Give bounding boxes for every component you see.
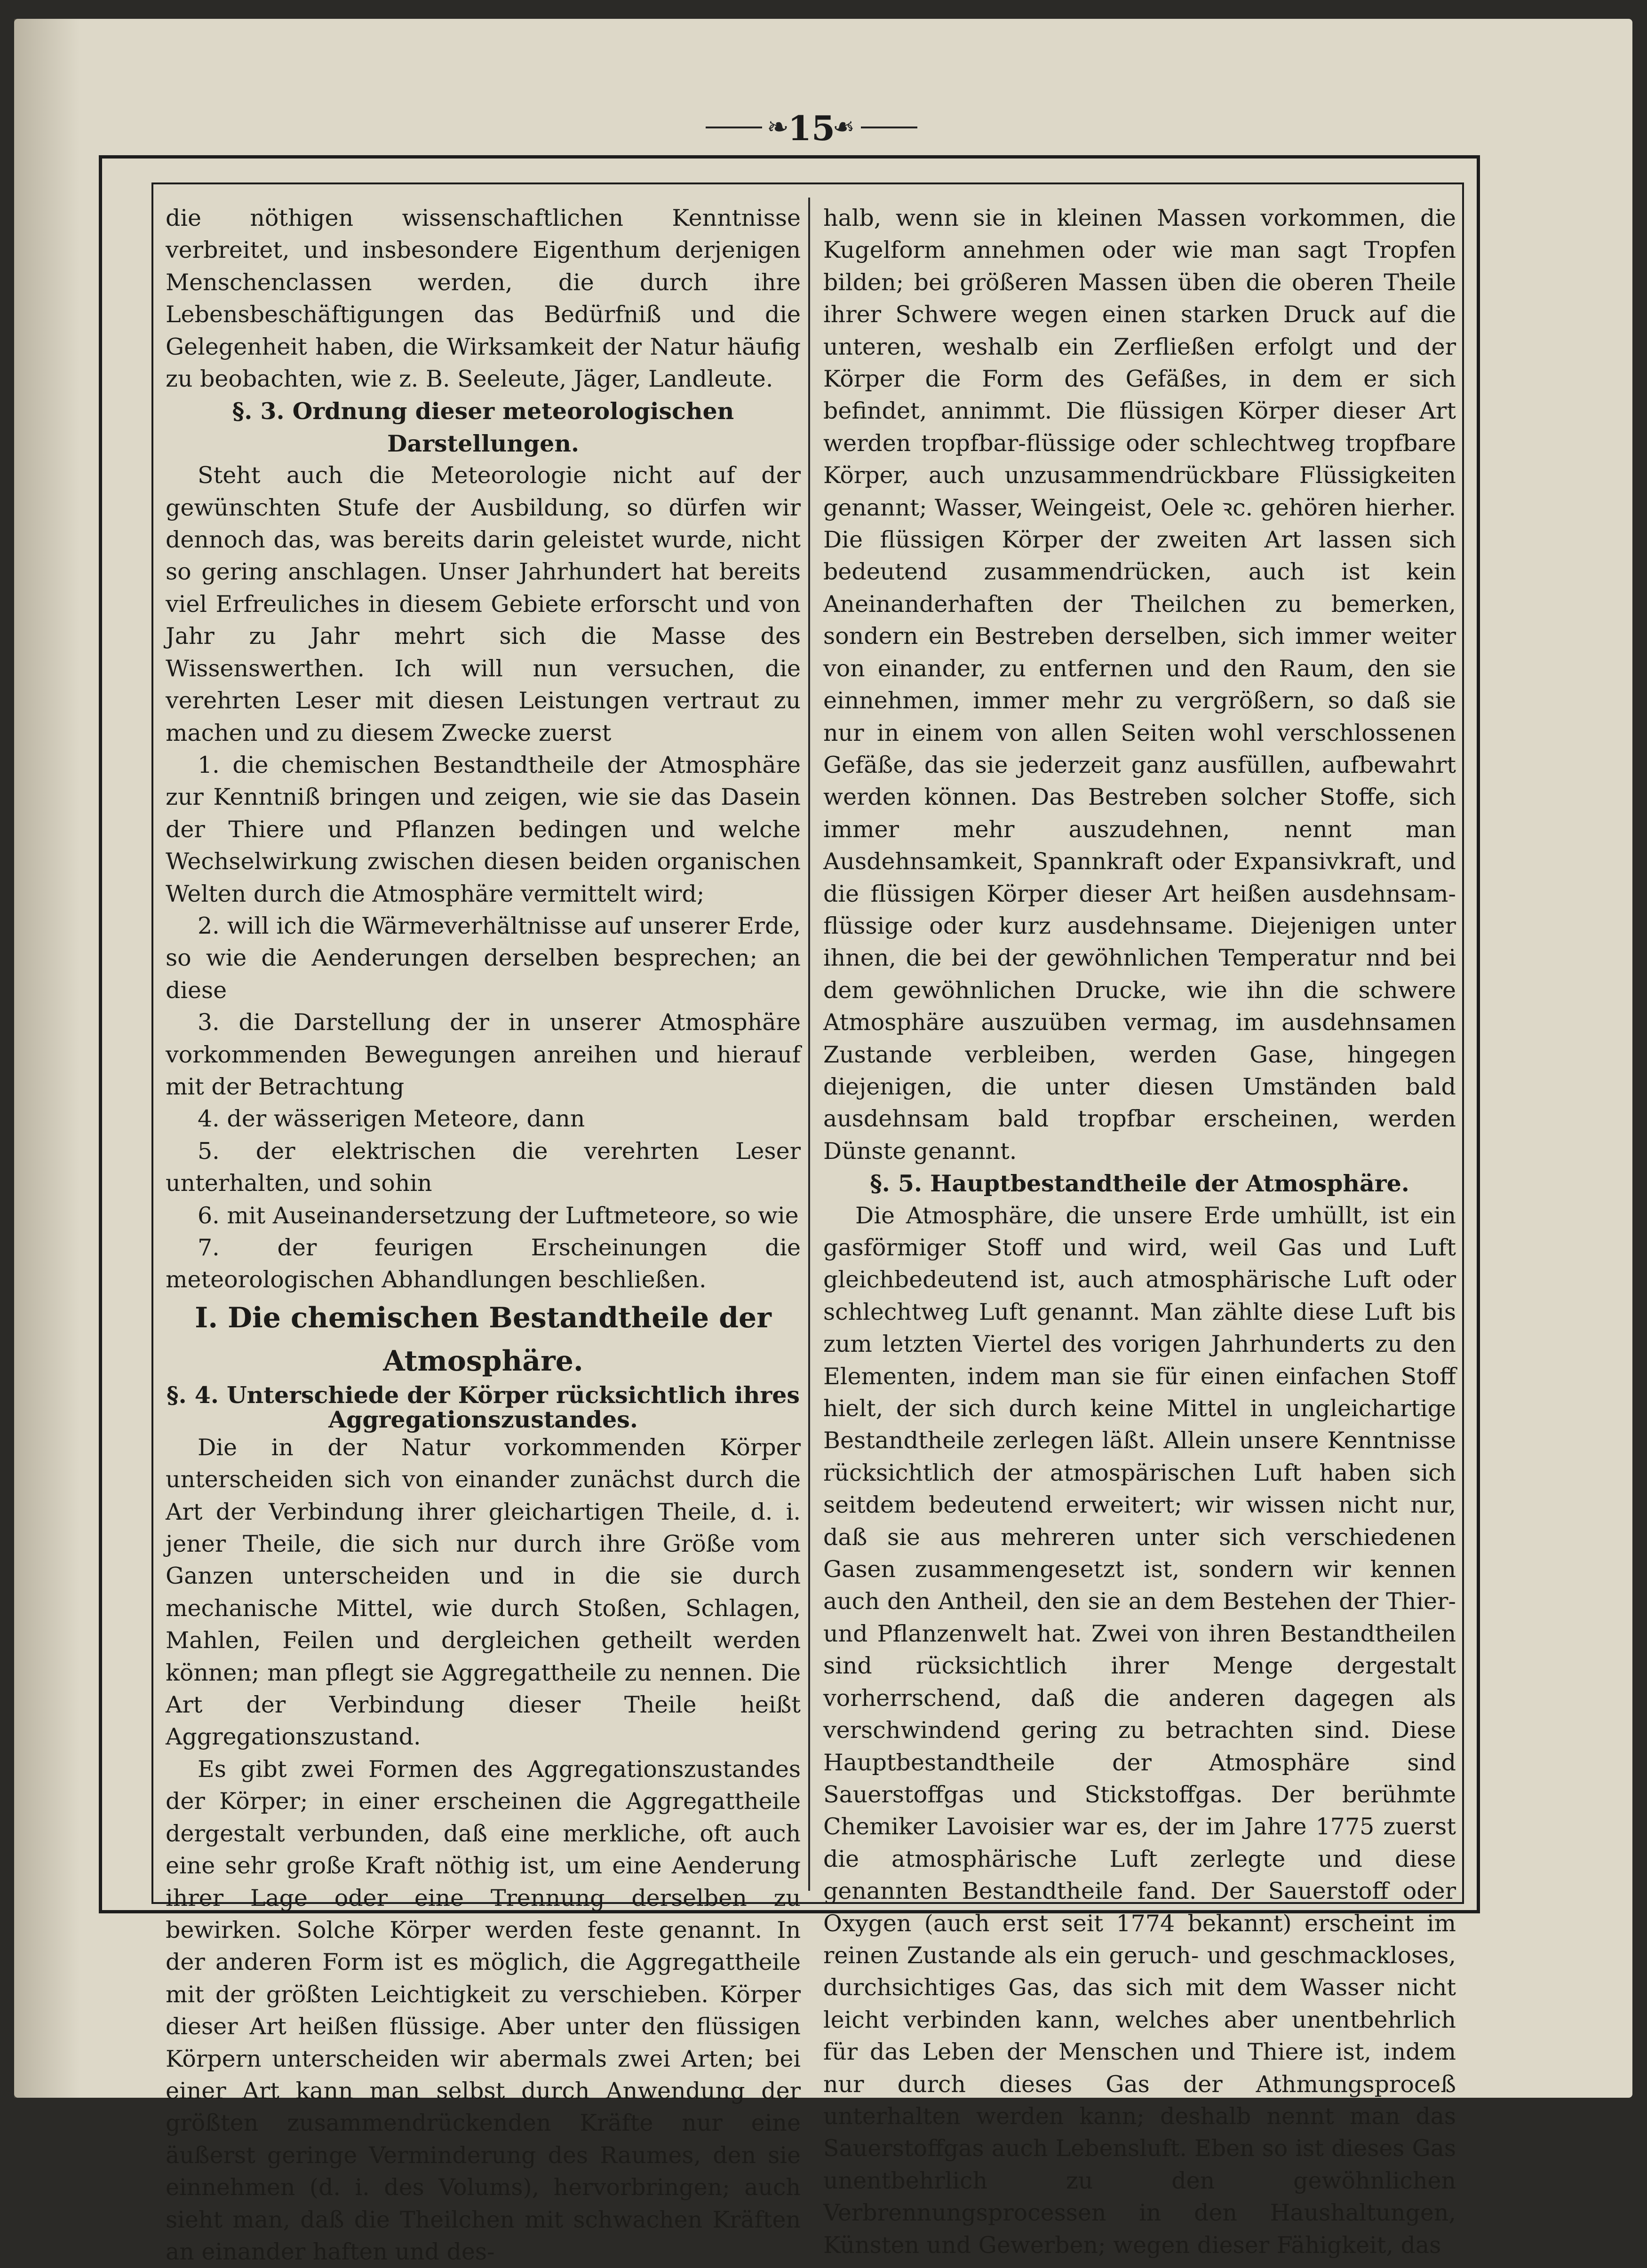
list-item: 4. der wässerigen Meteore, dann	[198, 1105, 585, 1133]
left-column	[166, 202, 801, 2268]
paragraph: die nöthigen wissenschaftlichen Kenntnisse verbreitet, und insbesondere Eigenthum derjenigen Menschenclassen werden, die durch ihre Lebensbeschäftigungen das Bedürfniß und die Gelegenheit haben, die Wirksamkeit der Natur häufig zu beobachten, wie z. B. Seeleute, Jäger, Landleute.	[166, 205, 801, 393]
section-heading: §. 3. Ordnung dieser meteorologischen Darstellungen.	[232, 397, 734, 457]
page-number: 15	[788, 108, 835, 148]
paragraph: Die in der Natur vorkommenden Körper unterscheiden sich von einander zunächst durch die Art der Verbindung ihrer gleichartigen Theile, d. i. jener Theile, die sich nur durch ihre Größe vom Ganzen unterscheiden und in die sie durch mechanische Mittel, wie durch Stoßen, Schlagen, Mahlen, Feilen und dergleichen getheilt werden können; man pflegt sie Aggregattheile zu nennen. Die Art der Verbindung dieser Theile heißt Aggregationszustand.	[166, 1434, 801, 1751]
list-item: 3. die Darstellung der in unserer Atmosphäre vorkommenden Bewegungen anreihen und hierauf mit der Betrachtung	[166, 1009, 801, 1100]
list-item: 6. mit Auseinandersetzung der Luftmeteore, so wie	[198, 1202, 799, 1229]
list-item: 7. der feurigen Erscheinungen die meteorologischen Abhandlungen beschließen.	[166, 1234, 801, 1293]
paragraph: Es gibt zwei Formen des Aggregationszustandes der Körper; in einer erscheinen die Aggregattheile dergestalt verbunden, daß eine merkliche, oft auch eine sehr große Kraft nöthig ist, um eine Aenderung ihrer Lage oder eine Trennung derselben zu bewirken. Solche Körper werden feste genannt. In der anderen Form ist es möglich, die Aggregattheile mit der größten Leichtigkeit zu verschieben. Körper dieser Art heißen flüssige. Aber unter den flüssigen Körpern unterscheiden wir abermals zwei Arten; bei einer Art kann man selbst durch Anwendung der größten zusammendrückenden Kräfte nur eine äußerst geringe Verminderung des Raumes, den sie einnehmen (d. i. des Volums), hervorbringen; auch sieht man, daß die Theilchen mit schwachen Kräften an einander haften und des-	[166, 1755, 801, 2265]
paragraph: Die Atmosphäre, die unsere Erde umhüllt, ist ein gasförmiger Stoff und wird, weil Gas und Luft gleichbedeutend ist, auch atmosphärische Luft oder schlechtweg Luft genannt. Man zählte diese Luft bis zum letzten Viertel des vorigen Jahrhunderts zu den Elementen, indem man sie für einen einfachen Stoff hielt, der sich durch keine Mittel in ungleichartige Bestandtheile zerlegen läßt. Allein unsere Kenntnisse rücksichtlich der atmospärischen Luft haben sich seitdem bedeutend erweitert; wir wissen nicht nur, daß sie aus mehreren unter sich verschiedenen Gasen zusammengesetzt ist, sondern wir kennen auch den Antheil, den sie an dem Bestehen der Thier- und Pflanzenwelt hat. Zwei von ihren Bestandtheilen sind rücksichtlich ihrer Menge dergestalt vorherrschend, daß die anderen dagegen als verschwindend gering zu betrachten sind. Diese Hauptbestandtheile der Atmosphäre sind Sauerstoffgas und Stickstoffgas. Der berühmte Chemiker Lavoisier war es, der im Jahre 1775 zuerst die atmosphärische Luft zerlegte und diese genannten Bestandtheile fand. Der Sauerstoff oder Oxygen (auch erst seit 1774 bekannt) erscheint im reinen Zustande als ein geruch- und geschmackloses, durchsichtiges Gas, das sich mit dem Wasser nicht leicht verbinden kann, welches aber unentbehrlich für das Leben der Menschen und Thiere ist, indem nur durch dieses Gas der Athmungsproceß unterhalten werden kann; deshalb nennt man das Sauerstoffgas auch Lebensluft. Eben so ist dieses Gas unentbehrlich zu den gewöhnlichen Verbrennungsprocessen in den Haushaltungen, Künsten und Gewerben; wegen dieser Fähigkeit, das	[823, 1202, 1456, 2259]
section-heading: §. 5. Hauptbestandtheile der Atmosphäre.	[870, 1170, 1409, 1197]
page-number-header	[692, 106, 931, 148]
section-heading: §. 4. Unterschiede der Körper rücksichtlich ihres Aggregationszustandes.	[167, 1381, 800, 1433]
gutter-shadow	[14, 19, 80, 2098]
paragraph: halb, wenn sie in kleinen Massen vorkommen, die Kugelform annehmen oder wie man sagt Tropfen bilden; bei größeren Massen üben die oberen Theile ihrer Schwere wegen einen starken Druck auf die unteren, weshalb ein Zerfließen erfolgt und der Körper die Form des Gefäßes, in dem er sich befindet, annimmt. Die flüssigen Körper dieser Art werden tropfbar-flüssige oder schlechtweg tropfbare Körper, auch unzusammendrückbare Flüssigkeiten genannt; Wasser, Weingeist, Oele ꝛc. gehören hierher. Die flüssigen Körper der zweiten Art lassen sich bedeutend zusammendrücken, auch ist kein Aneinanderhaften der Theilchen zu bemerken, sondern ein Bestreben derselben, sich immer weiter von einander, zu entfernen und den Raum, den sie einnehmen, immer mehr zu vergrößern, so daß sie nur in einem von allen Seiten wohl verschlossenen Gefäße, das sie jederzeit ganz ausfüllen, aufbewahrt werden können. Das Bestreben solcher Stoffe, sich immer mehr auszudehnen, nennt man Ausdehnsamkeit, Spannkraft oder Expansivkraft, und die flüssigen Körper dieser Art heißen ausdehnsam-flüssige oder kurz ausdehnsame. Diejenigen unter ihnen, die bei der gewöhnlichen Temperatur nnd bei dem gewöhnlichen Drucke, wie ihn die schwere Atmosphäre auszuüben vermag, im ausdehnsamen Zustande verbleiben, werden Gase, hingegen diejenigen, die unter diesen Umständen bald ausdehnsam bald tropfbar erscheinen, werden Dünste genannt.	[823, 205, 1456, 1165]
list-item: 5. der elektrischen die verehrten Leser unterhalten, und sohin	[166, 1137, 801, 1197]
list-item: 2. will ich die Wärmeverhältnisse auf unserer Erde, so wie die Aenderungen derselben besprechen; an diese	[166, 912, 801, 1004]
left-ornament-icon: ❧	[767, 112, 789, 143]
right-rule	[861, 127, 917, 128]
chapter-heading: I. Die chemischen Bestandtheile der Atmosphäre.	[195, 1301, 772, 1378]
right-ornament-icon: ❧	[833, 112, 855, 143]
right-column	[823, 202, 1456, 2261]
list-item: 1. die chemischen Bestandtheile der Atmosphäre zur Kenntniß bringen und zeigen, wie sie das Dasein der Thiere und Pflanzen bedingen und welche Wechselwirkung zwischen diesen beiden organischen Welten durch die Atmosphäre vermittelt wird;	[166, 751, 801, 907]
paragraph: Steht auch die Meteorologie nicht auf der gewünschten Stufe der Ausbildung, so dürfen wir dennoch das, was bereits darin geleistet wurde, nicht so gering anschlagen. Unser Jahrhundert hat bereits viel Erfreuliches in diesem Gebiete erforscht und von Jahr zu Jahr mehrt sich die Masse des Wissenswerthen. Ich will nun versuchen, die verehrten Leser mit diesen Leistungen vertraut zu machen und zu diesem Zwecke zuerst	[166, 462, 801, 746]
column-divider	[808, 198, 810, 1891]
